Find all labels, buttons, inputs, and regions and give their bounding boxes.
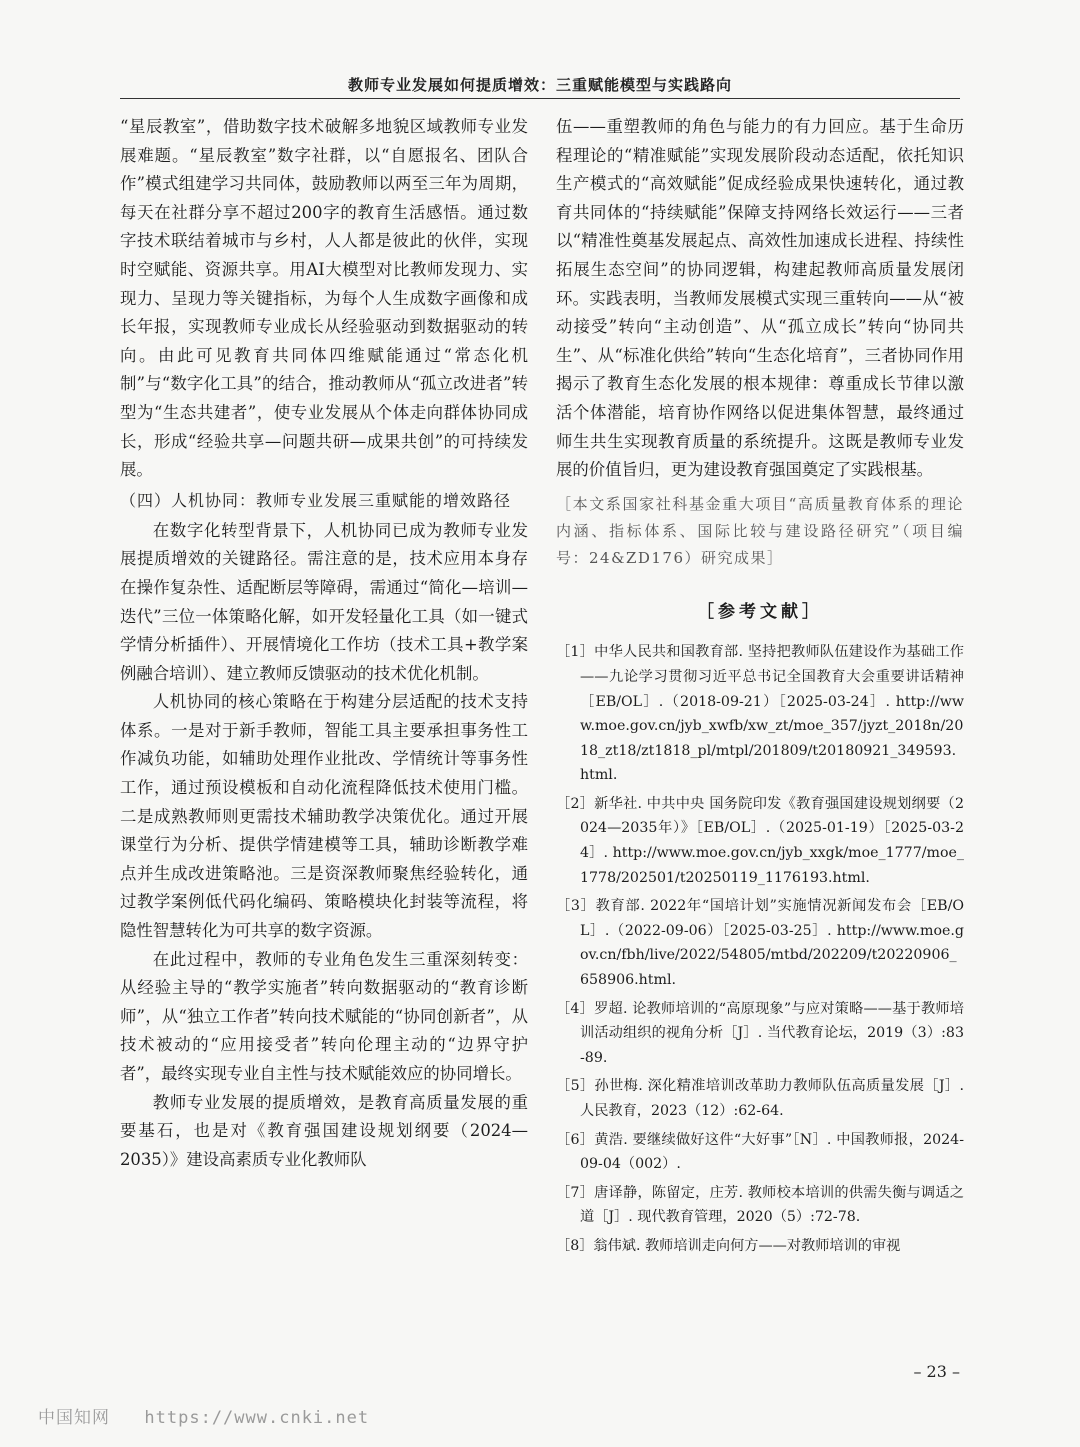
body-paragraph: 在此过程中，教师的专业角色发生三重深刻转变：从经验主导的“教学实施者”转向数据驱动的“教育诊断师”，从“独立工作者”转向技术赋能的“协同创新者”，从技术被动的“应用接受者”转向伦理主动的“边界守护者”，最终实现专业自主性与技术赋能效应的协同增长。	[120, 949, 528, 1083]
reference-item: ［8］翁伟斌. 教师培训走向何方——对教师培训的审视	[556, 1237, 901, 1254]
body-paragraph: 在数字化转型背景下，人机协同已成为教师专业发展提质增效的关键路径。需注意的是，技术应用本身存在操作复杂性、适配断层等障碍，需通过“简化—培训—迭代”三位一体策略化解，如开发轻量化工具（如一键式学情分析插件）、开展情境化工作坊（技术工具+教学案例融合培训）、建立教师反馈驱动的技术优化机制。	[120, 520, 528, 683]
references-heading: ［参考文献］	[697, 601, 823, 622]
reference-item: ［3］教育部. 2022年“国培计划”实施情况新闻发布会［EB/OL］.（2022-09-06）［2025-03-25］. http://www.moe.gov.cn/fbh/live/2022/54805/mtbd/202209/t20220906_658906.html.	[556, 898, 964, 989]
body-paragraph: 伍——重塑教师的角色与能力的有力回应。基于生命历程理论的“精准赋能”实现发展阶段动态适配，依托知识生产模式的“高效赋能”促成经验成果快速转化，通过教育共同体的“持续赋能”保障支持网络长效运行——三者以“精准性奠基发展起点、高效性加速成长进程、持续性拓展生态空间”的协同逻辑，构建起教师高质量发展闭环。实践表明，当教师发展模式实现三重转向——从“被动接受”转向“主动创造”、从“孤立成长”转向“协同共生”、从“标准化供给”转向“生态化培育”，三者协同作用揭示了教育生态化发展的根本规律：尊重成长节律以激活个体潜能，培育协作网络以促进集体智慧，最终通过师生共生实现教育质量的系统提升。这既是教师专业发展的价值旨归，更为建设教育强国奠定了实践根基。	[556, 117, 964, 480]
reference-item: ［4］罗超. 论教师培训的“高原现象”与应对策略——基于教师培训活动组织的视角分析［J］. 当代教育论坛，2019（3）:83-89.	[556, 1000, 964, 1066]
section-subheading: （四）人机协同：教师专业发展三重赋能的增效路径	[120, 490, 512, 510]
reference-item: ［1］中华人民共和国教育部. 坚持把教师队伍建设作为基础工作——九论学习贯彻习近平总书记全国教育大会重要讲话精神［EB/OL］.（2018-09-21）［2025-03-24］. http://www.moe.gov.cn/jyb_xwfb/xw_zt/moe_357/jyzt_2018n/2018_zt18/zt1818_pl/mtpl/201809/t20180921_349593.html.	[556, 644, 964, 784]
page-number: – 23 –	[913, 1362, 960, 1381]
header-divider	[120, 98, 960, 99]
reference-item: ［7］唐译静，陈留定，庄芳. 教师校本培训的供需失衡与调适之道［J］. 现代教育管理，2020（5）:72-78.	[556, 1184, 964, 1226]
cnki-watermark	[38, 1403, 369, 1428]
body-paragraph: 教师专业发展的提质增效，是教育高质量发展的重要基石，也是对《教育强国建设规划纲要（2024—2035）》建设高素质专业化教师队	[120, 1092, 528, 1169]
reference-list	[556, 640, 964, 1258]
reference-item: ［6］黄浩. 要继续做好这件“大好事”［N］. 中国教师报，2024-09-04（002）.	[556, 1131, 964, 1173]
funding-note: ［本文系国家社科基金重大项目“高质量教育体系的理论内涵、指标体系、国际比较与建设路径研究”（项目编号：24&ZD176）研究成果］	[556, 494, 964, 567]
watermark-url: https://www.cnki.net	[144, 1408, 370, 1428]
left-column	[120, 113, 528, 1174]
body-paragraph: 人机协同的核心策略在于构建分层适配的技术支持体系。一是对于新手教师，智能工具主要承担事务性工作减负功能，如辅助处理作业批改、学情统计等事务性工作，通过预设模板和自动化流程降低技术使用门槛。二是成熟教师则更需技术辅助教学决策优化。通过开展课堂行为分析、提供学情建模等工具，辅助诊断教学难点并生成改进策略池。三是资深教师聚焦经验转化，通过教学案例低代码化编码、策略模块化封装等流程，将隐性智慧转化为可共享的数字资源。	[120, 692, 528, 941]
right-column	[556, 113, 964, 1263]
reference-item: ［5］孙世梅. 深化精准培训改革助力教师队伍高质量发展［J］. 人民教育，2023（12）:62-64.	[556, 1078, 964, 1119]
running-header: 教师专业发展如何提质增效：三重赋能模型与实践路向	[347, 76, 732, 94]
watermark-brand: 中国知网	[38, 1408, 110, 1428]
reference-item: ［2］新华社. 中共中央 国务院印发《教育强国建设规划纲要（2024—2035年）》［EB/OL］.（2025-01-19）［2025-03-24］. http://www.moe.gov.cn/jyb_xxgk/moe_1777/moe_1778/202501/t20250119_1176193.html.	[556, 795, 964, 886]
body-paragraph: “星辰教室”，借助数字技术破解多地貌区域教师专业发展难题。“星辰教室”数字社群，以“自愿报名、团队合作”模式组建学习共同体，鼓励教师以两至三年为周期，每天在社群分享不超过200字的教育生活感悟。通过数字技术联结着城市与乡村，人人都是彼此的伙伴，实现时空赋能、资源共享。用AI大模型对比教师发现力、实现力、呈现力等关键指标，为每个人生成数字画像和成长年报，实现教师专业成长从经验驱动到数据驱动的转向。由此可见教育共同体四维赋能通过“常态化机制”与“数字化工具”的结合，推动教师从“孤立改进者”转型为“生态共建者”，使专业发展从个体走向群体协同成长，形成“经验共享—问题共研—成果共创”的可持续发展。	[120, 117, 528, 480]
